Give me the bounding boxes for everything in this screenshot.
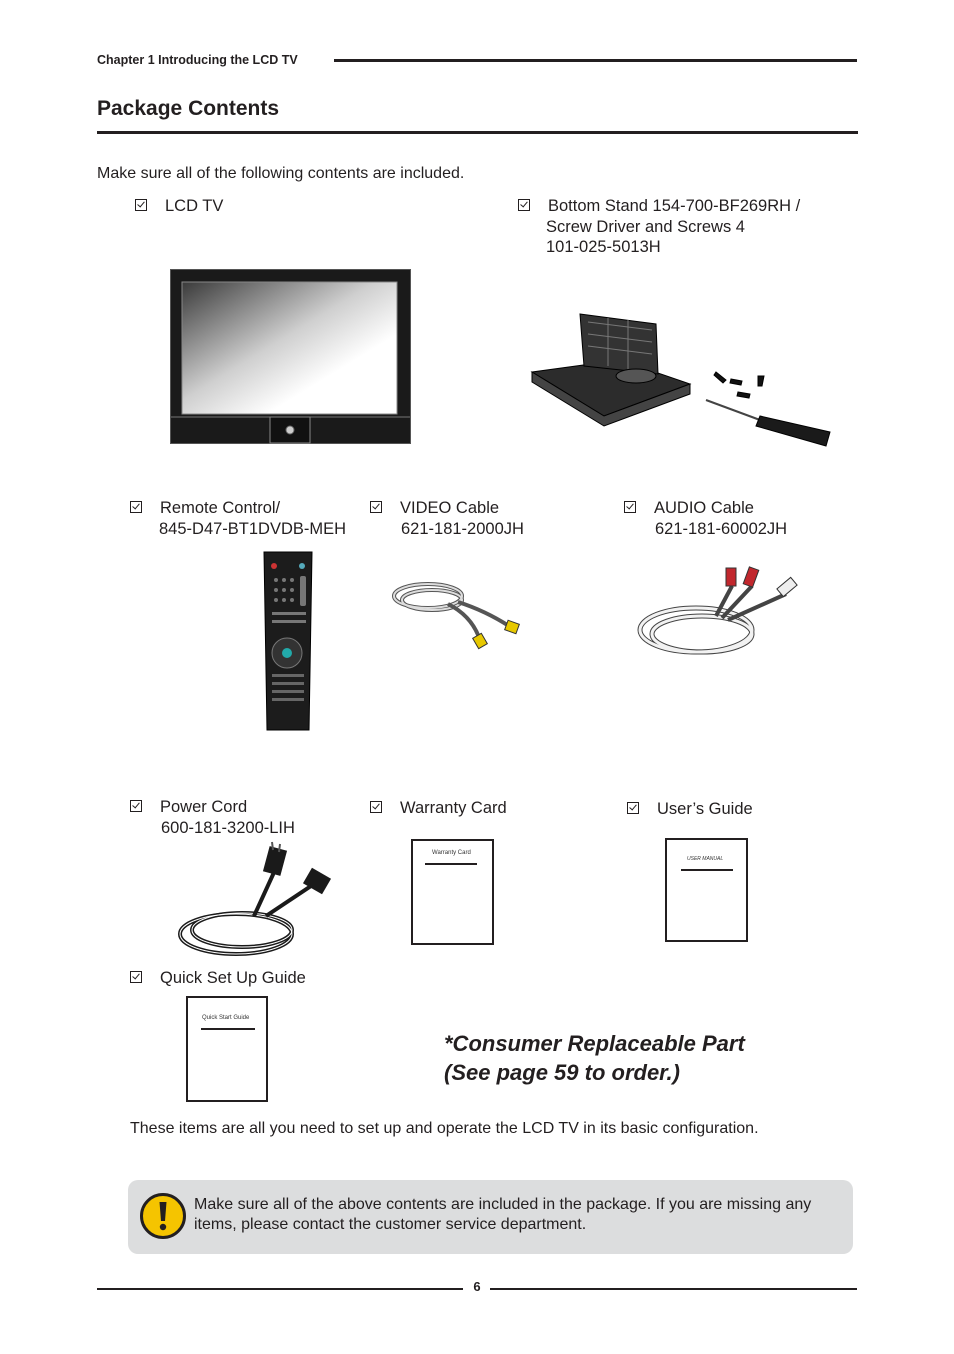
footer-rule-right: [490, 1288, 857, 1290]
item-label: VIDEO Cable: [400, 499, 500, 517]
consumer-replaceable-part-note: [444, 1029, 745, 1087]
lcd-tv-illustration: [170, 269, 411, 445]
warranty-card-illustration: [411, 839, 494, 945]
checkbox-icon: [130, 971, 142, 983]
item-bottom-stand: [518, 196, 800, 258]
booklet-rule: [681, 869, 733, 871]
item-video-cable: [370, 498, 524, 539]
item-label: LCD TV: [165, 197, 224, 215]
checkbox-icon: [130, 800, 142, 812]
remote-control-illustration: [262, 550, 314, 734]
item-warranty-card: [370, 798, 507, 819]
exclamation-icon: [140, 1193, 186, 1239]
booklet-title: Quick Start Guide: [202, 1015, 250, 1021]
item-label: AUDIO Cable: [654, 499, 754, 517]
item-part-number: 621-181-60002JH: [655, 519, 788, 538]
booklet-rule: [201, 1028, 255, 1030]
users-guide-illustration: [665, 838, 748, 942]
video-cable-illustration: [388, 574, 534, 658]
outro-text: These items are all you need to set up and operate the LCD TV in its basic configuration.: [130, 1120, 759, 1137]
footer-rule-left: [97, 1288, 463, 1290]
chapter-heading: Chapter 1 Introducing the LCD TV: [97, 53, 298, 67]
booklet-rule: [425, 863, 477, 865]
item-audio-cable: [624, 498, 787, 539]
checkbox-icon: [518, 199, 530, 211]
audio-cable-illustration: [636, 560, 800, 662]
item-part-number: 600-181-3200-LIH: [161, 818, 295, 837]
item-label: Warranty Card: [400, 799, 507, 817]
chapter-rule: [334, 59, 857, 62]
checkbox-icon: [370, 801, 382, 813]
booklet-title: USER MANUAL: [687, 856, 724, 862]
power-cord-illustration: [174, 838, 336, 960]
item-sub-label: Screw Driver and Screws 4: [546, 217, 745, 236]
checkbox-icon: [624, 501, 636, 513]
crp-line-1: *Consumer Replaceable Part: [444, 1031, 745, 1056]
booklet-title: Warranty Card: [432, 850, 471, 856]
item-users-guide: [627, 799, 753, 820]
intro-text: Make sure all of the following contents are included.: [97, 165, 465, 182]
item-power-cord: [130, 797, 295, 838]
item-label: Power Cord: [160, 798, 248, 816]
checkbox-icon: [627, 802, 639, 814]
stand-and-screwdriver-illustration: [528, 308, 834, 450]
item-part-number: 101-025-5013H: [546, 238, 661, 256]
crp-line-2: (See page 59 to order.): [444, 1060, 680, 1085]
item-quick-setup-guide: [130, 968, 306, 989]
item-label: User’s Guide: [657, 800, 753, 818]
item-label: Remote Control/: [160, 499, 281, 517]
item-remote-control: [130, 498, 346, 539]
title-rule: [97, 131, 858, 134]
item-part-number: 845-D47-BT1DVDB-MEH: [159, 519, 347, 538]
page-title: Package Contents: [97, 97, 280, 120]
item-label: Bottom Stand 154-700-BF269RH /: [548, 197, 801, 215]
quick-start-guide-illustration: [186, 996, 268, 1102]
note-text: Make sure all of the above contents are included in the package. If you are missing any items, please contact the customer service department.: [194, 1196, 812, 1233]
item-part-number: 621-181-2000JH: [401, 519, 524, 538]
page-number: 6: [473, 1279, 481, 1294]
checkbox-icon: [370, 501, 382, 513]
item-lcd-tv: [135, 196, 223, 217]
checkbox-icon: [130, 501, 142, 513]
item-label: Quick Set Up Guide: [160, 969, 306, 987]
checkbox-icon: [135, 199, 147, 211]
